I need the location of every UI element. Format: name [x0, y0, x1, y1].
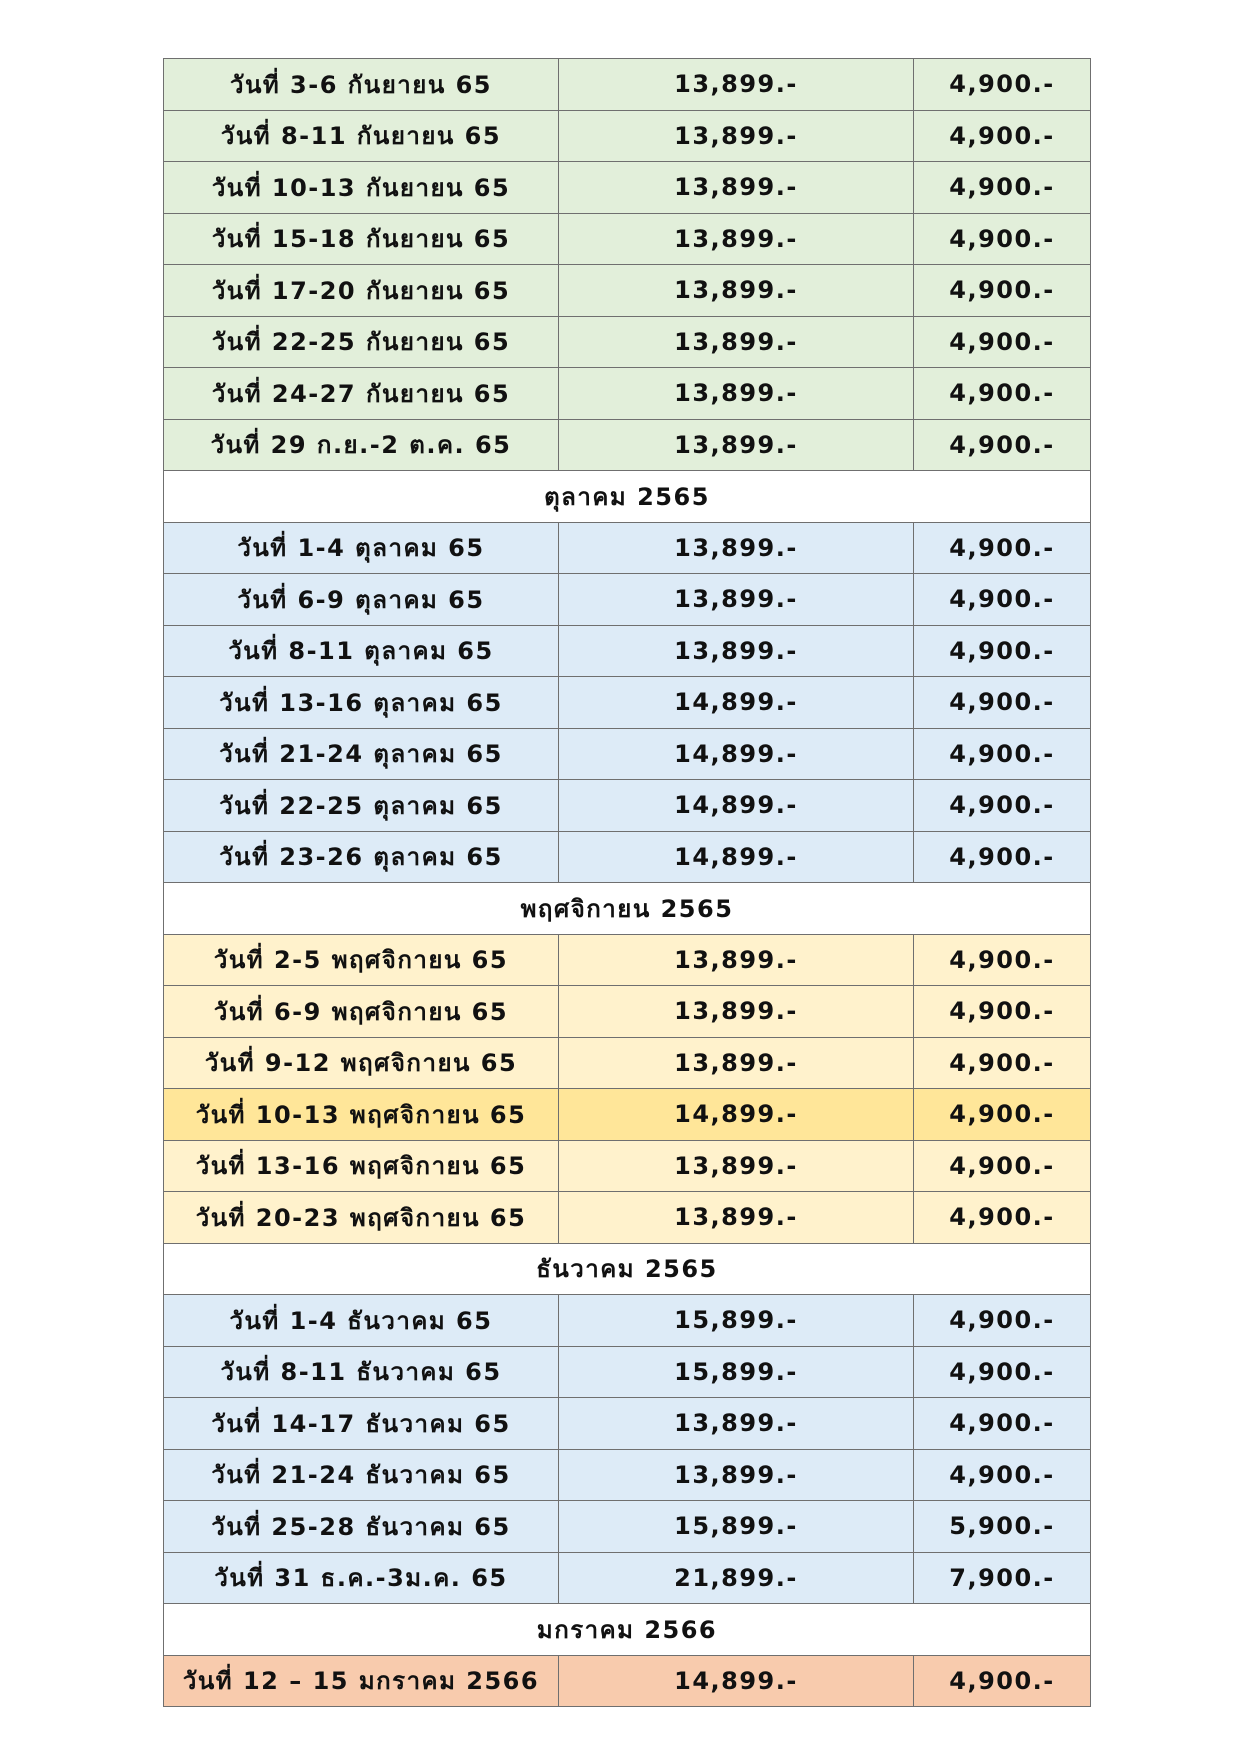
extra-price-cell: 4,900.-: [914, 1089, 1091, 1141]
date-cell: วันที่ 20-23 พฤศจิกายน 65: [164, 1192, 559, 1244]
price-cell: 13,899.-: [559, 419, 914, 471]
price-cell: 13,899.-: [559, 368, 914, 420]
price-cell: 13,899.-: [559, 110, 914, 162]
extra-price-cell: 4,900.-: [914, 1037, 1091, 1089]
price-cell: 21,899.-: [559, 1552, 914, 1604]
extra-price-cell: 4,900.-: [914, 1449, 1091, 1501]
table-row: [164, 625, 1091, 677]
month-header: มกราคม 2566: [164, 1604, 1091, 1656]
extra-price-cell: 4,900.-: [914, 316, 1091, 368]
date-cell: วันที่ 15-18 กันยายน 65: [164, 213, 559, 265]
extra-price-cell: 4,900.-: [914, 574, 1091, 626]
price-cell: 13,899.-: [559, 265, 914, 317]
price-cell: 14,899.-: [559, 780, 914, 832]
table-row: [164, 1037, 1091, 1089]
date-cell: วันที่ 12 – 15 มกราคม 2566: [164, 1655, 559, 1707]
date-cell: วันที่ 9-12 พฤศจิกายน 65: [164, 1037, 559, 1089]
price-table-body: [164, 59, 1091, 1707]
extra-price-cell: 4,900.-: [914, 986, 1091, 1038]
month-header: พฤศจิกายน 2565: [164, 883, 1091, 935]
extra-price-cell: 4,900.-: [914, 265, 1091, 317]
date-cell: วันที่ 21-24 ตุลาคม 65: [164, 728, 559, 780]
month-header-row: [164, 1243, 1091, 1295]
price-cell: 13,899.-: [559, 934, 914, 986]
date-cell: วันที่ 3-6 กันยายน 65: [164, 59, 559, 111]
extra-price-cell: 4,900.-: [914, 934, 1091, 986]
price-table: [163, 58, 1091, 1707]
month-header: ธันวาคม 2565: [164, 1243, 1091, 1295]
price-cell: 15,899.-: [559, 1501, 914, 1553]
price-cell: 13,899.-: [559, 213, 914, 265]
table-row: [164, 522, 1091, 574]
extra-price-cell: 4,900.-: [914, 213, 1091, 265]
date-cell: วันที่ 25-28 ธันวาคม 65: [164, 1501, 559, 1553]
extra-price-cell: 5,900.-: [914, 1501, 1091, 1553]
extra-price-cell: 4,900.-: [914, 780, 1091, 832]
table-row: [164, 265, 1091, 317]
table-row: [164, 831, 1091, 883]
extra-price-cell: 4,900.-: [914, 1655, 1091, 1707]
extra-price-cell: 4,900.-: [914, 522, 1091, 574]
extra-price-cell: 4,900.-: [914, 368, 1091, 420]
extra-price-cell: 4,900.-: [914, 677, 1091, 729]
month-header-row: [164, 883, 1091, 935]
price-cell: 15,899.-: [559, 1295, 914, 1347]
price-cell: 14,899.-: [559, 1655, 914, 1707]
price-cell: 15,899.-: [559, 1346, 914, 1398]
date-cell: วันที่ 8-11 กันยายน 65: [164, 110, 559, 162]
price-cell: 13,899.-: [559, 1037, 914, 1089]
table-row: [164, 986, 1091, 1038]
price-cell: 13,899.-: [559, 986, 914, 1038]
table-row: [164, 1140, 1091, 1192]
price-cell: 13,899.-: [559, 1398, 914, 1450]
table-row: [164, 780, 1091, 832]
table-row: [164, 677, 1091, 729]
table-row: [164, 419, 1091, 471]
extra-price-cell: 4,900.-: [914, 1295, 1091, 1347]
date-cell: วันที่ 10-13 พฤศจิกายน 65: [164, 1089, 559, 1141]
month-header-row: [164, 471, 1091, 523]
date-cell: วันที่ 6-9 ตุลาคม 65: [164, 574, 559, 626]
extra-price-cell: 4,900.-: [914, 625, 1091, 677]
month-header-row: [164, 1604, 1091, 1656]
table-row: [164, 110, 1091, 162]
price-cell: 13,899.-: [559, 625, 914, 677]
price-cell: 13,899.-: [559, 1192, 914, 1244]
table-row: [164, 574, 1091, 626]
table-row: [164, 59, 1091, 111]
table-row: [164, 368, 1091, 420]
date-cell: วันที่ 10-13 กันยายน 65: [164, 162, 559, 214]
table-row: [164, 162, 1091, 214]
extra-price-cell: 4,900.-: [914, 1346, 1091, 1398]
price-cell: 13,899.-: [559, 316, 914, 368]
date-cell: วันที่ 29 ก.ย.-2 ต.ค. 65: [164, 419, 559, 471]
date-cell: วันที่ 8-11 ธันวาคม 65: [164, 1346, 559, 1398]
date-cell: วันที่ 21-24 ธันวาคม 65: [164, 1449, 559, 1501]
table-row: [164, 1089, 1091, 1141]
date-cell: วันที่ 31 ธ.ค.-3ม.ค. 65: [164, 1552, 559, 1604]
date-cell: วันที่ 13-16 ตุลาคม 65: [164, 677, 559, 729]
extra-price-cell: 4,900.-: [914, 110, 1091, 162]
price-cell: 14,899.-: [559, 831, 914, 883]
extra-price-cell: 4,900.-: [914, 59, 1091, 111]
price-cell: 13,899.-: [559, 1140, 914, 1192]
date-cell: วันที่ 22-25 กันยายน 65: [164, 316, 559, 368]
table-row: [164, 316, 1091, 368]
table-row: [164, 728, 1091, 780]
date-cell: วันที่ 6-9 พฤศจิกายน 65: [164, 986, 559, 1038]
table-row: [164, 1346, 1091, 1398]
price-cell: 13,899.-: [559, 522, 914, 574]
date-cell: วันที่ 22-25 ตุลาคม 65: [164, 780, 559, 832]
table-row: [164, 934, 1091, 986]
date-cell: วันที่ 8-11 ตุลาคม 65: [164, 625, 559, 677]
extra-price-cell: 4,900.-: [914, 419, 1091, 471]
extra-price-cell: 4,900.-: [914, 1140, 1091, 1192]
table-row: [164, 1501, 1091, 1553]
price-cell: 13,899.-: [559, 574, 914, 626]
extra-price-cell: 4,900.-: [914, 831, 1091, 883]
table-row: [164, 213, 1091, 265]
price-cell: 13,899.-: [559, 59, 914, 111]
table-row: [164, 1449, 1091, 1501]
date-cell: วันที่ 2-5 พฤศจิกายน 65: [164, 934, 559, 986]
table-row: [164, 1552, 1091, 1604]
price-cell: 14,899.-: [559, 728, 914, 780]
date-cell: วันที่ 1-4 ธันวาคม 65: [164, 1295, 559, 1347]
price-cell: 14,899.-: [559, 677, 914, 729]
date-cell: วันที่ 23-26 ตุลาคม 65: [164, 831, 559, 883]
table-row: [164, 1192, 1091, 1244]
month-header: ตุลาคม 2565: [164, 471, 1091, 523]
price-cell: 13,899.-: [559, 162, 914, 214]
table-row: [164, 1295, 1091, 1347]
price-cell: 13,899.-: [559, 1449, 914, 1501]
date-cell: วันที่ 1-4 ตุลาคม 65: [164, 522, 559, 574]
extra-price-cell: 4,900.-: [914, 728, 1091, 780]
date-cell: วันที่ 14-17 ธันวาคม 65: [164, 1398, 559, 1450]
extra-price-cell: 7,900.-: [914, 1552, 1091, 1604]
date-cell: วันที่ 24-27 กันยายน 65: [164, 368, 559, 420]
extra-price-cell: 4,900.-: [914, 1192, 1091, 1244]
table-row: [164, 1398, 1091, 1450]
date-cell: วันที่ 17-20 กันยายน 65: [164, 265, 559, 317]
date-cell: วันที่ 13-16 พฤศจิกายน 65: [164, 1140, 559, 1192]
extra-price-cell: 4,900.-: [914, 1398, 1091, 1450]
table-row: [164, 1655, 1091, 1707]
price-cell: 14,899.-: [559, 1089, 914, 1141]
extra-price-cell: 4,900.-: [914, 162, 1091, 214]
